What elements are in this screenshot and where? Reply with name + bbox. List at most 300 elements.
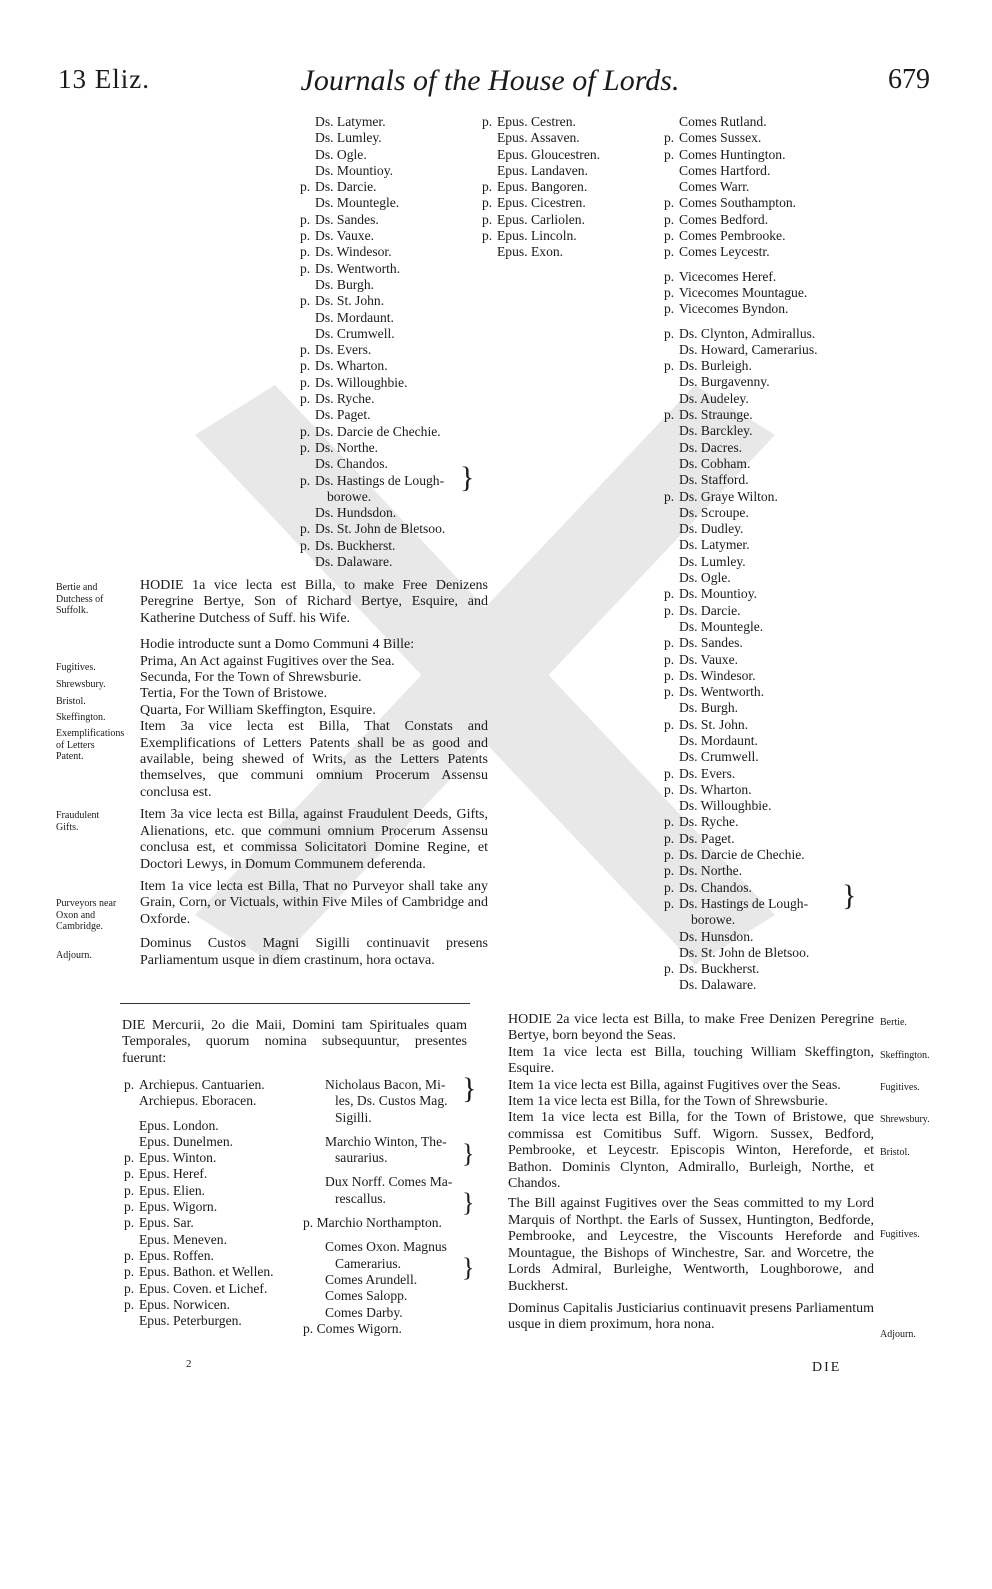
margin-note-shrewsbury: Shrewsbury. [56,679,106,690]
margin-note-adjourn: Adjourn. [56,950,92,961]
list-item [664,212,818,228]
left-body [140,578,488,969]
present-mark: p. [300,423,311,439]
lord-name: Ds. Mountegle. [315,195,400,211]
lord-name: Ds. Paget. [679,830,735,846]
lord-name: Comes Hartford. [679,162,771,178]
list-item [664,285,818,301]
present-mark: p. [664,130,675,146]
lord-name: Ds. Sandes. [315,211,379,227]
list-item [300,147,445,163]
list-item [124,1215,274,1231]
margin-note-shrewsbury-right: Shrewsbury. [880,1114,930,1125]
list-item [664,374,818,390]
list-item [664,554,818,570]
list-item [124,1077,274,1093]
lord-name: Ds. Lumley. [315,130,382,146]
list-item [664,929,818,945]
list-item [664,130,818,146]
lord-name: Epus. Lincoln. [497,228,577,244]
lord-name: Ds. St. John de Bletsoo. [679,944,810,960]
lord-name: Ds. Mordaunt. [315,309,394,325]
present-mark: p. [124,1166,135,1182]
margin-note-adjourn-right: Adjourn. [880,1329,916,1340]
present-mark: p. [300,472,311,488]
list-item [664,456,818,472]
list-item [300,391,445,407]
paragraph-quarta: Quarta, For William Skeffington, Esquire. [140,702,376,718]
lord-name: Vicecomes Mountague. [679,284,808,300]
lord-name: Ds. Clynton, Admirallus. [679,325,816,341]
present-mark: p. [300,179,311,195]
list-item [300,326,445,342]
lord-name: Ds. Hunsdon. [679,928,754,944]
list-item [300,440,445,456]
present-mark: p. [664,195,675,211]
lord-name: Ds. Sandes. [679,635,743,651]
present-mark: p. [124,1077,135,1092]
present-mark: p. [664,830,675,846]
lord-name: Ds. Mountioy. [679,586,758,602]
lord-name: Epus. Carliolen. [497,211,585,227]
entry-bacon-1: Nicholaus Bacon, Mi- [325,1077,446,1092]
list-item [124,1134,274,1150]
list-item [664,847,818,863]
brace: } [842,879,857,912]
list-item [124,1232,274,1248]
present-mark: p. [664,586,675,602]
list-item [300,179,445,195]
lord-name: Ds. Burgavenny. [679,374,770,390]
brace: } [462,1139,475,1168]
lord-name: Ds. Howard, Camerarius. [679,341,818,357]
present-mark: p. [124,1296,135,1312]
list-item [124,1150,274,1166]
lord-name: Ds. Wharton. [679,781,752,797]
present-mark: p. [664,781,675,797]
list-item [664,684,818,700]
lord-name: Ds. Graye Wilton. [679,488,778,504]
margin-note-fugitives-right: Fugitives. [880,1082,920,1093]
margin-note-bristol: Bristol. [56,696,86,707]
list-item [300,310,445,326]
present-mark: p. [664,407,675,423]
lord-name: Ds. Northe. [679,863,743,879]
present-mark: p. [664,765,675,781]
present-mark: p. [664,244,675,260]
present-mark: p. [300,260,311,276]
lord-name: Ds. Willoughbie. [679,798,772,814]
present-mark: p. [124,1280,135,1296]
lord-name: Epus. Cicestren. [497,195,586,211]
lord-name: Epus. Landaven. [497,162,588,178]
list-item [482,130,600,146]
list-item [664,977,818,993]
signature-mark: 2 [186,1358,192,1370]
die-heading [122,1018,467,1067]
lord-name: Ds. Evers. [679,765,736,781]
list-item [124,1199,274,1215]
lord-name: Ds. Cobham. [679,455,751,471]
lord-name: Ds. Wharton. [315,358,388,374]
list-item [300,489,445,505]
lord-name: Ds. St. John de Bletsoo. [315,521,446,537]
present-mark: p. [300,342,311,358]
lord-name: Ds. Evers. [315,342,372,358]
list-item [482,114,600,130]
list-item [664,863,818,879]
list-item [664,423,818,439]
list-item [664,880,818,896]
present-mark: p. [664,847,675,863]
lord-name: Ds. Dalaware. [315,554,393,570]
lord-name: Ds. Lumley. [679,553,746,569]
list-item [664,301,818,317]
list-item [300,554,445,570]
lord-name: Comes Warr. [679,179,750,195]
lord-name: Epus. Peterburgen. [139,1313,242,1329]
lord-name: Ds. St. John. [315,293,385,309]
present-mark: p. [664,716,675,732]
list-item [664,619,818,635]
present-mark: p. [664,961,675,977]
list-item [664,635,818,651]
lord-name: Ds. St. John. [679,716,749,732]
list-item [124,1093,274,1109]
list-item [664,782,818,798]
list-item [300,538,445,554]
present-mark: p. [124,1247,135,1263]
margin-note-exemplifications: Exemplifications of Letters Patent. [56,728,125,762]
list-item [300,456,445,472]
list-item [482,228,600,244]
list-item [664,766,818,782]
lord-name: Ds. Darcie de Chechie. [679,847,805,863]
lord-name: Ds. Darcie de Chechie. [315,423,441,439]
list-item [664,114,818,130]
lord-name: Ds. Latymer. [679,537,750,553]
entry-northampton: p. Marchio Northampton. [303,1215,442,1231]
paragraph-adjourn: Dominus Custos Magni Sigilli continuavit presens Parliamentum usque in diem crastinum, hora octava. [140,936,488,968]
present-mark: p. [664,863,675,879]
list-item [664,603,818,619]
present-mark: p. [664,879,675,895]
lord-name: Epus. Norwicen. [139,1296,230,1312]
list-item [124,1118,274,1134]
list-item [300,342,445,358]
entry-wigorn: p. Comes Wigorn. [303,1320,402,1336]
lord-name: Epus. Assaven. [497,130,580,146]
present-mark: p. [664,284,675,300]
list-item [664,570,818,586]
margin-note-fugitives: Fugitives. [56,662,96,673]
paragraph-intro: Hodie introducte sunt a Domo Communi 4 Bille: [140,637,415,653]
lord-name: Comes Bedford. [679,211,769,227]
list-item [124,1313,274,1329]
brace: } [462,1253,475,1282]
list-item [664,489,818,505]
paragraph-hodie-first: HODIE 1a vice lecta est Billa, to make Free Denizens Peregrine Bertye, Son of Richard Bertye, Esquire, and Katherine Dutchess of Suff. his Wife. [140,578,488,626]
margin-note-bertie-right: Bertie. [880,1017,907,1028]
paragraph-item-purveyor: Item 1a vice lecta est Billa, That no Purveyor shall take any Grain, Corn, or Victuals, within Five Miles of Cambridge and Oxforde. [140,878,488,927]
paragraph-fugitives: Item 1a vice lecta est Billa, against Fugitives over the Seas. [508,1077,841,1093]
present-mark: p. [300,358,311,374]
list-item [664,342,818,358]
lord-name: Comes Southampton. [679,195,797,211]
entry-arundell: Comes Arundell. [325,1271,418,1287]
lord-name: Ds. Willoughbie. [315,374,408,390]
list-item [300,261,445,277]
lord-name: Epus. Sar. [139,1215,194,1231]
lord-name: borowe. [327,488,372,504]
present-mark: p. [664,684,675,700]
paragraph-shrewsbury: Item 1a vice lecta est Billa, for the Town of Shrewsburie. [508,1094,828,1110]
list-item [482,244,600,260]
present-mark: p. [300,391,311,407]
lord-name: Ds. Hundsdon. [315,505,397,521]
present-mark: p. [664,635,675,651]
lord-name: Ds. Windesor. [679,667,756,683]
lords-list-col1 [300,114,445,570]
list-item [124,1264,274,1280]
entry-salopp: Comes Salopp. [325,1288,408,1304]
lord-name: Ds. Darcie. [679,602,741,618]
lord-name: Ds. Ryche. [315,391,375,407]
list-item [300,228,445,244]
present-mark: p. [300,521,311,537]
list-item [300,521,445,537]
present-mark: p. [300,211,311,227]
die-heading-text: DIE Mercurii, 2o die Maii, Domini tam Spirituales quam Temporales, quorum nomina subsequuntur, presentes fuerunt: [122,1018,467,1066]
list-item [482,212,600,228]
lord-name: Ds. Mordaunt. [679,732,758,748]
lord-name: Ds. Burgh. [315,276,375,292]
lord-name: Epus. Cestren. [497,114,576,129]
header-regnal-year: 13 Eliz. [58,64,150,94]
lord-name: Epus. London. [139,1117,219,1133]
list-item [300,505,445,521]
list-item [300,358,445,374]
list-item [664,326,818,342]
lord-name: Epus. Bathon. et Wellen. [139,1264,274,1280]
list-item [664,961,818,977]
list-item [482,195,600,211]
die-lords-right [303,1077,473,1337]
present-mark: p. [300,439,311,455]
present-mark: p. [482,228,493,244]
lord-name: Ds. Latymer. [315,114,386,129]
list-item [482,179,600,195]
lord-name: Ds. Darcie. [315,179,377,195]
present-mark: p. [482,211,493,227]
list-item [664,163,818,179]
list-item [300,375,445,391]
lord-name: Ds. Hastings de Lough- [315,472,445,488]
lord-name: Epus. Elien. [139,1182,206,1198]
margin-note-purveyors: Purveyors near Oxon and Cambridge. [56,898,117,932]
present-mark: p. [664,651,675,667]
paragraph-item-fraudulent: Item 3a vice lecta est Billa, against Fraudulent Deeds, Gifts, Alienations, etc. que communi omnium Procerum Assensu conclusa est, et commissa Solicitatori Domine Regine, et Doctori Lewys, in Domum Communem deferenda. [140,807,488,872]
list-item [664,472,818,488]
header-title: Journals of the House of Lords. [300,64,680,97]
list-item [300,424,445,440]
entry-norff-1: Dux Norff. Comes Ma- [325,1174,453,1190]
list-item [124,1281,274,1297]
lord-name: Ds. Buckherst. [679,961,760,977]
lord-name: Ds. Dudley. [679,521,744,537]
lord-name: Comes Pembrooke. [679,228,786,244]
list-item [300,473,445,489]
list-item [664,717,818,733]
lord-name: Comes Rutland. [679,114,767,129]
section-divider [120,1003,470,1004]
present-mark: p. [124,1264,135,1280]
present-mark: p. [664,602,675,618]
brace: } [462,1072,477,1105]
list-item [664,228,818,244]
list-item [664,391,818,407]
entry-darby: Comes Darby. [325,1304,403,1320]
lord-name: Epus. Coven. et Lichef. [139,1280,268,1296]
present-mark: p. [300,293,311,309]
lord-name: Ds. Crumwell. [679,749,759,765]
list-item [664,831,818,847]
paragraph-hodie-second: HODIE 2a vice lecta est Billa, to make Free Denizen Peregrine Bertye, born beyond the Seas. [508,1012,874,1044]
lord-name: Ds. Barckley. [679,423,753,439]
present-mark: p. [482,114,493,129]
lord-name: Epus. Exon. [497,244,564,260]
lord-name: Ds. Chandos. [679,879,752,895]
list-item [664,537,818,553]
present-mark: p. [664,358,675,374]
lord-name: Ds. Mountioy. [315,162,394,178]
present-mark: p. [664,146,675,162]
list-item [664,244,818,260]
paragraph-bill-committed: The Bill against Fugitives over the Seas committed to my Lord Marquis of Northpt. the Earls of Sussex, Huntington, Bedforde, Pembrooke, and Leycestre, the Viscounts Hereforde and Mountague, the Bishops of Winchestre, Sar. and Worcetre, the Lords Admiral, Burleighe, Wentworth, Loughborowe, and Buckherst. [508,1196,874,1294]
margin-note-skeffington-right: Skeffington. [880,1050,930,1061]
list-item [300,293,445,309]
list-item [664,896,818,912]
lord-name: Comes Huntington. [679,146,786,162]
list-item [664,586,818,602]
list-item [664,407,818,423]
list-item [664,269,818,285]
lord-name: Ds. Ryche. [679,814,739,830]
list-item [300,130,445,146]
lord-name: Epus. Dunelmen. [139,1133,234,1149]
lord-name: Archiepus. Cantuarien. [139,1077,265,1092]
lord-name: Ds. Ogle. [679,570,731,586]
lord-name: borowe. [691,912,736,928]
entry-oxon-1: Comes Oxon. Magnus [325,1239,447,1255]
list-item [664,814,818,830]
list-item [664,147,818,163]
list-item [664,195,818,211]
list-item [300,163,445,179]
lord-name: Ds. Burleigh. [679,358,752,374]
lord-name: Ds. Chandos. [315,456,388,472]
list-item [482,147,600,163]
lord-name: Ds. Ogle. [315,146,367,162]
margin-note-bertie: Bertie and Dutchess of Suffolk. [56,582,104,616]
present-mark: p. [124,1150,135,1166]
present-mark: p. [300,374,311,390]
list-item [664,668,818,684]
list-item [300,195,445,211]
entry-oxon-2: Camerarius. [335,1255,402,1271]
present-mark: p. [664,228,675,244]
lord-name: Ds. Wentworth. [679,684,765,700]
lord-name: Comes Sussex. [679,130,762,146]
lord-name: Ds. Mountegle. [679,618,764,634]
margin-note-skeffington: Skeffington. [56,712,106,723]
paragraph-adjourn-right: Dominus Capitalis Justiciarius continuavit presens Parliamentum usque in diem proximum, hora nona. [508,1300,874,1333]
entry-bacon-2: les, Ds. Custos Mag. [335,1093,448,1109]
lord-name: Ds. Straunge. [679,407,753,423]
lord-name: Ds. Vauxe. [679,651,739,667]
present-mark: p. [664,667,675,683]
list-item [482,163,600,179]
paragraph-prima: Prima, An Act against Fugitives over the Sea. [140,653,395,669]
list-item [664,798,818,814]
lord-name: Epus. Bangoren. [497,179,588,195]
entry-norff-2: rescallus. [335,1190,386,1206]
lord-name: Ds. Windesor. [315,244,392,260]
paragraph-bristol: Item 1a vice lecta est Billa, for the Town of Bristowe, que commissa est Comitibus Suff. Wigorn. Sussex, Bedford, Pembrooke, et Leycestr. Episcopis Winton, Hereforde, et Bathon. Dominis Clynton, Admirallo, Burleigh, Northe, et Chandos. [508,1110,874,1192]
lord-name: Ds. Paget. [315,407,371,423]
paragraph-secunda: Secunda, For the Town of Shrewsburie. [140,670,362,686]
present-mark: p. [664,814,675,830]
lord-name: Ds. Crumwell. [315,325,395,341]
lord-name: Ds. Vauxe. [315,228,375,244]
present-mark: p. [124,1182,135,1198]
brace: } [460,461,475,494]
list-item [664,179,818,195]
lord-name: Ds. Buckherst. [315,537,396,553]
list-item [664,912,818,928]
lord-name: Ds. Northe. [315,439,379,455]
paragraph-item-constats: Item 3a vice lecta est Billa, That Constats and Exemplifications of Letters Patents shall be as good and available, being shewed of Writs, as the Letters Patents themselves, que communi omnium Procerum Assensu conclusa est. [140,719,488,800]
entry-winton-2: saurarius. [335,1150,388,1166]
present-mark: p. [300,228,311,244]
lord-name: Vicecomes Heref. [679,268,777,284]
bishops-list-col2 [482,114,600,261]
list-item [300,407,445,423]
present-mark: p. [664,488,675,504]
present-mark: p. [664,895,675,911]
list-item [664,440,818,456]
margin-note-fraudulent: Fraudulent Gifts. [56,810,100,833]
brace: } [462,1188,475,1217]
entry-bacon-3: Sigilli. [335,1109,372,1125]
present-mark: p. [482,195,493,211]
list-item [300,212,445,228]
die-lords-left [124,1077,274,1329]
list-item [664,700,818,716]
present-mark: p. [482,179,493,195]
right-body [508,1012,874,1334]
lord-name: Epus. Meneven. [139,1231,227,1247]
lord-name: Epus. Wigorn. [139,1199,218,1215]
page-number: 679 [888,64,930,95]
margin-note-bristol-right: Bristol. [880,1147,910,1158]
present-mark: p. [300,537,311,553]
present-mark: p. [300,244,311,260]
lord-name: Ds. Dacres. [679,439,743,455]
margin-note-fugitives-right-2: Fugitives. [880,1229,920,1240]
catchword: DIE [812,1360,842,1375]
list-item [664,358,818,374]
